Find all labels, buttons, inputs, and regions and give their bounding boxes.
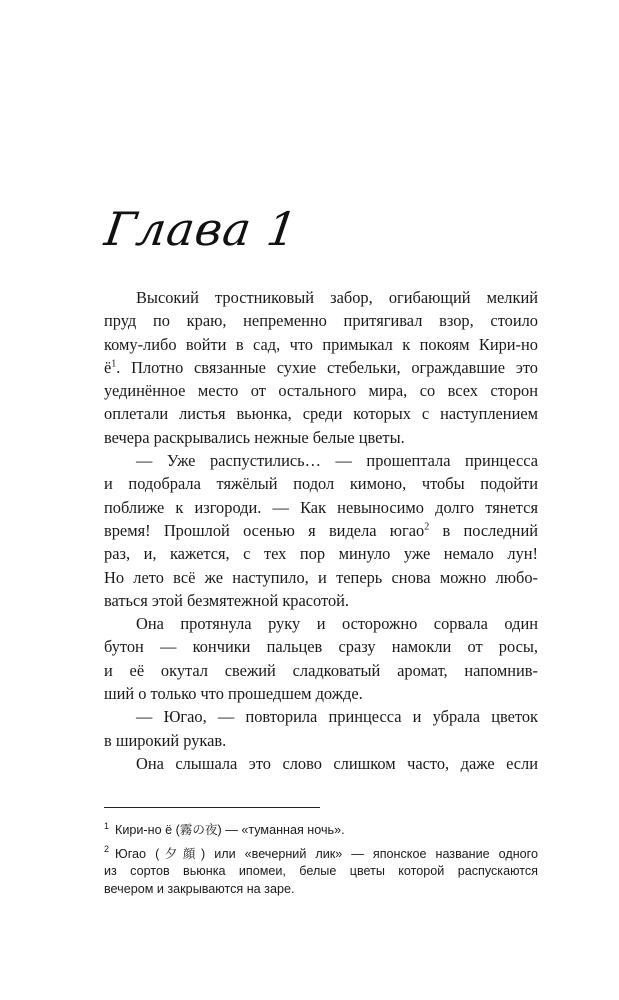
- text-line: Высокий тростниковый забор, огибающий мелкий: [136, 288, 538, 307]
- text-fragment: время! Прошлой осенью я видела югао: [104, 520, 425, 540]
- chapter-title: Глава 1: [101, 202, 302, 256]
- body-text: [104, 286, 538, 775]
- footnote-line: из сортов вьюнка ипомеи, белые цветы которой распускаются: [104, 864, 538, 879]
- text-fragment: ё: [104, 357, 112, 377]
- text-line: кому-либо войти в сад, что примыкал к покоям Кири-но: [104, 334, 538, 354]
- text-line: Но лето всё же наступило, и теперь снова можно любо-: [104, 567, 538, 587]
- text-fragment: . Плотно связанные сухие стебельки, ограждавшие это: [116, 357, 538, 377]
- footnote-line: [104, 822, 538, 840]
- text-line: уединённое место от остального мира, со всех сторон: [104, 381, 538, 401]
- footnote-1: [104, 822, 538, 840]
- footnote-2: [104, 846, 538, 899]
- text-line: поближе к изгороди. — Как невыносимо долго тянется: [104, 497, 538, 517]
- footnote-number: 2: [104, 844, 110, 855]
- text-line: — Уже распустились… — прошептала принцесса: [136, 451, 538, 471]
- text-line: ваться этой безмятежной красотой.: [104, 590, 350, 610]
- footnote-text: Кири-но ё (霧の夜) — «туманная ночь».: [115, 823, 345, 837]
- footnotes: [104, 822, 538, 898]
- footnote-line: [104, 846, 538, 864]
- footnote-text: Югао (夕顔) или «вечерний лик» — японское название одного: [115, 846, 538, 861]
- text-line: Она протянула руку и осторожно сорвала один: [136, 614, 538, 634]
- text-line: раз, и, кажется, с тех пор минуло уже немало лун!: [104, 544, 538, 564]
- text-line: ший о только что прошедшем дожде.: [104, 684, 363, 704]
- text-line: вечера раскрывались нежные белые цветы.: [104, 427, 405, 447]
- text-fragment: в последний: [429, 520, 538, 540]
- footnote-number: 1: [104, 820, 110, 831]
- text-line: и её окутал свежий сладковатый аромат, напомнив-: [104, 660, 538, 680]
- text-line: [104, 356, 538, 379]
- text-line: пруд по краю, непременно притягивал взор, стоило: [104, 311, 538, 331]
- footnote-ref: 2: [424, 521, 430, 533]
- text-line: оплетали листья вьюнка, среди которых с наступлением: [104, 404, 538, 424]
- text-line: и подобрала тяжёлый подол кимоно, чтобы подойти: [104, 474, 538, 494]
- text-line: Она слышала это слово слишком часто, даже если: [136, 753, 538, 773]
- footnote-ref: 1: [111, 358, 117, 370]
- text-line: в широкий рукав.: [104, 730, 227, 750]
- text-line: — Югао, — повторила принцесса и убрала цветок: [136, 707, 538, 727]
- footnote-divider: [104, 807, 320, 808]
- text-line: [104, 519, 538, 542]
- text-line: бутон — кончики пальцев сразу намокли от росы,: [104, 637, 538, 657]
- footnote-line: вечером и закрываются на заре.: [104, 881, 295, 896]
